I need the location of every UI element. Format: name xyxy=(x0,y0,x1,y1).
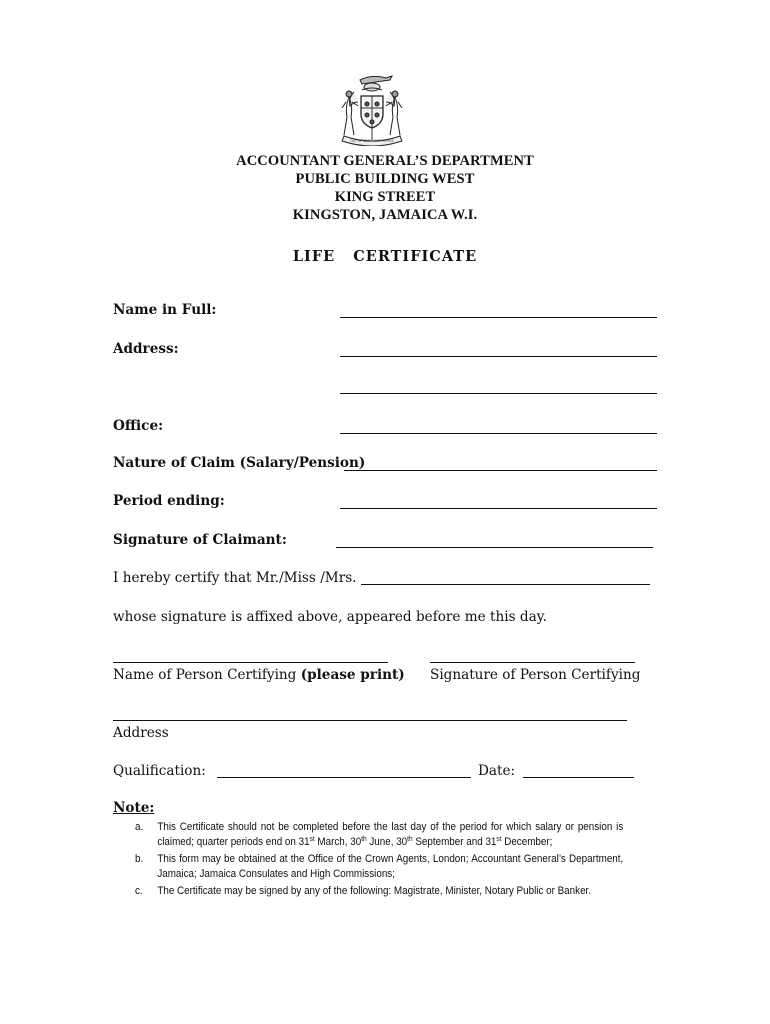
header-line-3: KING STREET xyxy=(334,189,436,205)
qualification-field[interactable] xyxy=(217,777,471,778)
address-field-line-2[interactable] xyxy=(340,393,657,394)
note-marker-c: c. xyxy=(135,885,143,897)
title-word-certificate: CERTIFICATE xyxy=(353,247,478,266)
header-line-1: ACCOUNTANT GENERAL’S DEPARTMENT xyxy=(236,153,534,169)
claimant-signature-label: Signature of Claimant: xyxy=(113,532,287,548)
certifier-signature-label: Signature of Person Certifying xyxy=(430,667,641,683)
certifier-name-field[interactable] xyxy=(113,662,388,663)
period-ending-field[interactable] xyxy=(340,508,657,509)
header-line-4: KINGSTON, JAMAICA W.I. xyxy=(292,207,478,223)
date-field[interactable] xyxy=(523,777,634,778)
certifier-name-label: Name of Person Certifying (please print) xyxy=(113,667,405,683)
nature-of-claim-field[interactable] xyxy=(344,470,657,471)
certify-statement: I hereby certify that Mr./Miss /Mrs. xyxy=(113,570,357,586)
certifier-address-field[interactable] xyxy=(113,720,627,721)
nature-of-claim-label: Nature of Claim (Salary/Pension) xyxy=(113,455,366,471)
note-heading: Note: xyxy=(113,800,155,816)
name-field[interactable] xyxy=(340,317,657,318)
note-item-a: a. This Certificate should not be completed before the last day of the period for which salary or pension is claimed; quarter periods end on 31st March, 30th June, 30th September and 31st December; xyxy=(135,821,624,848)
claimant-signature-field[interactable] xyxy=(336,547,653,548)
office-label: Office: xyxy=(113,418,164,434)
period-ending-label: Period ending: xyxy=(113,493,225,509)
certifier-address-label: Address xyxy=(113,725,169,741)
crest-motto: OUT OF MANY ONE PEOPLE xyxy=(350,139,394,143)
name-label: Name in Full: xyxy=(113,302,217,318)
date-label: Date: xyxy=(478,763,516,779)
address-label: Address: xyxy=(113,341,179,357)
coat-of-arms-icon xyxy=(332,72,412,146)
document-title xyxy=(0,248,770,266)
header-line-2: PUBLIC BUILDING WEST xyxy=(295,171,475,187)
office-field[interactable] xyxy=(340,433,657,434)
note-item-c: c. The Certificate may be signed by any of the following: Magistrate, Minister, Notary Public or Banker. xyxy=(135,885,592,897)
certifier-signature-field[interactable] xyxy=(430,662,635,663)
note-marker-a: a. xyxy=(135,821,144,833)
address-field-line-1[interactable] xyxy=(340,356,657,357)
qualification-label: Qualification: xyxy=(113,763,206,779)
title-word-life: LIFE xyxy=(292,247,336,266)
affixed-statement: whose signature is affixed above, appeared before me this day. xyxy=(113,609,547,625)
note-item-b: b. This form may be obtained at the Office of the Crown Agents, London; Accountant General’s Department, Jamaica; Jamaica Consulates and High Commissions; xyxy=(135,853,624,880)
certify-name-field[interactable] xyxy=(361,584,650,585)
note-marker-b: b. xyxy=(135,853,144,865)
